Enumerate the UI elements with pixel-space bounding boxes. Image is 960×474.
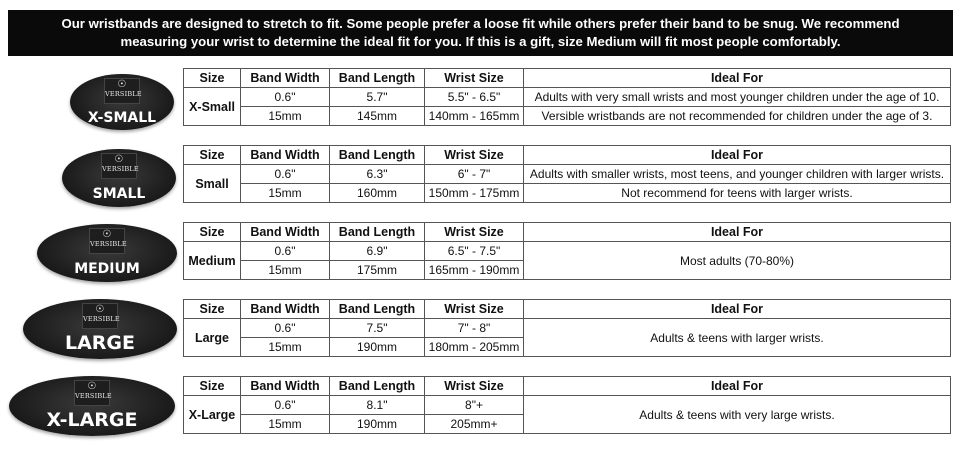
info-banner xyxy=(8,10,953,56)
band-width-mm: 15mm xyxy=(241,261,330,280)
versible-logo xyxy=(74,380,110,406)
band-length-mm: 190mm xyxy=(330,338,425,357)
size-table-xlarge xyxy=(183,376,951,434)
ideal-for-line-1: Adults with very small wrists and most younger children under the age of 10. xyxy=(524,88,951,107)
size-row-small xyxy=(0,145,960,205)
band-width-mm: 15mm xyxy=(241,107,330,126)
header-band-length: Band Length xyxy=(330,377,425,396)
ideal-for: Adults & teens with larger wrists. xyxy=(524,319,951,357)
header-size: Size xyxy=(184,377,241,396)
header-band-length: Band Length xyxy=(330,300,425,319)
versible-mark-icon: ☉ xyxy=(114,154,124,165)
header-ideal-for: Ideal For xyxy=(524,146,951,165)
size-table-large xyxy=(183,299,951,357)
versible-mark-icon: ☉ xyxy=(87,381,97,392)
ideal-for: Most adults (70-80%) xyxy=(524,242,951,280)
ideal-for-line-1: Adults with smaller wrists, most teens, and younger children with larger wrists. xyxy=(524,165,951,184)
header-band-length: Band Length xyxy=(330,223,425,242)
header-wrist-size: Wrist Size xyxy=(425,69,524,88)
header-band-width: Band Width xyxy=(241,377,330,396)
brand-text: VERSIBLE xyxy=(105,90,142,98)
header-wrist-size: Wrist Size xyxy=(425,223,524,242)
brand-text: VERSIBLE xyxy=(75,392,112,400)
versible-logo xyxy=(82,303,118,329)
band-width-mm: 15mm xyxy=(241,415,330,434)
band-size-label: X-LARGE xyxy=(46,409,138,431)
ideal-for: Adults & teens with very large wrists. xyxy=(524,396,951,434)
header-band-length: Band Length xyxy=(330,69,425,88)
versible-mark-icon: ☉ xyxy=(95,304,105,315)
wrist-size-in: 7" - 8" xyxy=(425,319,524,338)
size-table-medium xyxy=(183,222,951,280)
header-size: Size xyxy=(184,69,241,88)
banner-line-2: measuring your wrist to determine the ideal fit for you. If this is a gift, size Medium will fit most people comfortably. xyxy=(120,34,841,49)
size-name: Large xyxy=(184,319,241,357)
header-size: Size xyxy=(184,146,241,165)
size-row-xsmall xyxy=(0,68,960,128)
band-length-in: 7.5" xyxy=(330,319,425,338)
size-name: X-Large xyxy=(184,396,241,434)
band-size-label: SMALL xyxy=(92,186,146,202)
header-ideal-for: Ideal For xyxy=(524,69,951,88)
band-length-in: 6.9" xyxy=(330,242,425,261)
header-ideal-for: Ideal For xyxy=(524,377,951,396)
versible-mark-icon: ☉ xyxy=(117,79,127,90)
band-width-in: 0.6" xyxy=(241,88,330,107)
ideal-for-line-2: Versible wristbands are not recommended for children under the age of 3. xyxy=(524,107,951,126)
header-wrist-size: Wrist Size xyxy=(425,300,524,319)
wrist-size-mm: 165mm - 190mm xyxy=(425,261,524,280)
band-length-in: 6.3" xyxy=(330,165,425,184)
size-row-large xyxy=(0,299,960,361)
header-ideal-for: Ideal For xyxy=(524,300,951,319)
banner-line-1: Our wristbands are designed to stretch to fit. Some people prefer a loose fit while others prefer their band to be snug. We recommend xyxy=(61,16,900,31)
band-width-in: 0.6" xyxy=(241,242,330,261)
size-name: Small xyxy=(184,165,241,203)
header-wrist-size: Wrist Size xyxy=(425,146,524,165)
versible-logo xyxy=(89,228,125,254)
header-band-length: Band Length xyxy=(330,146,425,165)
band-width-in: 0.6" xyxy=(241,319,330,338)
header-band-width: Band Width xyxy=(241,69,330,88)
wrist-size-in: 8"+ xyxy=(425,396,524,415)
band-length-mm: 145mm xyxy=(330,107,425,126)
header-band-width: Band Width xyxy=(241,300,330,319)
band-length-in: 5.7" xyxy=(330,88,425,107)
size-name: X-Small xyxy=(184,88,241,126)
size-table-small xyxy=(183,145,951,203)
wristband-image-medium xyxy=(37,224,177,282)
band-size-label: MEDIUM xyxy=(74,261,140,277)
header-band-width: Band Width xyxy=(241,223,330,242)
wrist-size-mm: 180mm - 205mm xyxy=(425,338,524,357)
wrist-size-in: 6.5" - 7.5" xyxy=(425,242,524,261)
brand-text: VERSIBLE xyxy=(102,165,139,173)
wrist-size-mm: 205mm+ xyxy=(425,415,524,434)
band-length-mm: 175mm xyxy=(330,261,425,280)
versible-logo xyxy=(104,78,140,104)
wrist-size-mm: 150mm - 175mm xyxy=(425,184,524,203)
band-size-label: LARGE xyxy=(64,332,136,354)
size-name: Medium xyxy=(184,242,241,280)
wrist-size-in: 5.5" - 6.5" xyxy=(425,88,524,107)
header-size: Size xyxy=(184,223,241,242)
brand-text: VERSIBLE xyxy=(90,240,127,248)
band-width-in: 0.6" xyxy=(241,396,330,415)
wristband-image-large xyxy=(23,299,177,359)
versible-mark-icon: ☉ xyxy=(102,229,112,240)
size-row-xlarge xyxy=(0,376,960,440)
wrist-size-in: 6" - 7" xyxy=(425,165,524,184)
header-wrist-size: Wrist Size xyxy=(425,377,524,396)
versible-logo xyxy=(101,153,137,179)
size-table-xsmall xyxy=(183,68,951,126)
ideal-for-line-2: Not recommend for teens with larger wrists. xyxy=(524,184,951,203)
band-width-mm: 15mm xyxy=(241,338,330,357)
wristband-image-xlarge xyxy=(9,376,175,436)
header-band-width: Band Width xyxy=(241,146,330,165)
brand-text: VERSIBLE xyxy=(83,315,120,323)
wristband-image-small xyxy=(62,149,176,207)
wristband-image-xsmall xyxy=(70,74,174,130)
wrist-size-mm: 140mm - 165mm xyxy=(425,107,524,126)
band-width-mm: 15mm xyxy=(241,184,330,203)
band-length-mm: 190mm xyxy=(330,415,425,434)
band-size-label: X-SMALL xyxy=(87,110,157,126)
size-row-medium xyxy=(0,222,960,282)
band-length-in: 8.1" xyxy=(330,396,425,415)
header-size: Size xyxy=(184,300,241,319)
band-length-mm: 160mm xyxy=(330,184,425,203)
band-width-in: 0.6" xyxy=(241,165,330,184)
header-ideal-for: Ideal For xyxy=(524,223,951,242)
